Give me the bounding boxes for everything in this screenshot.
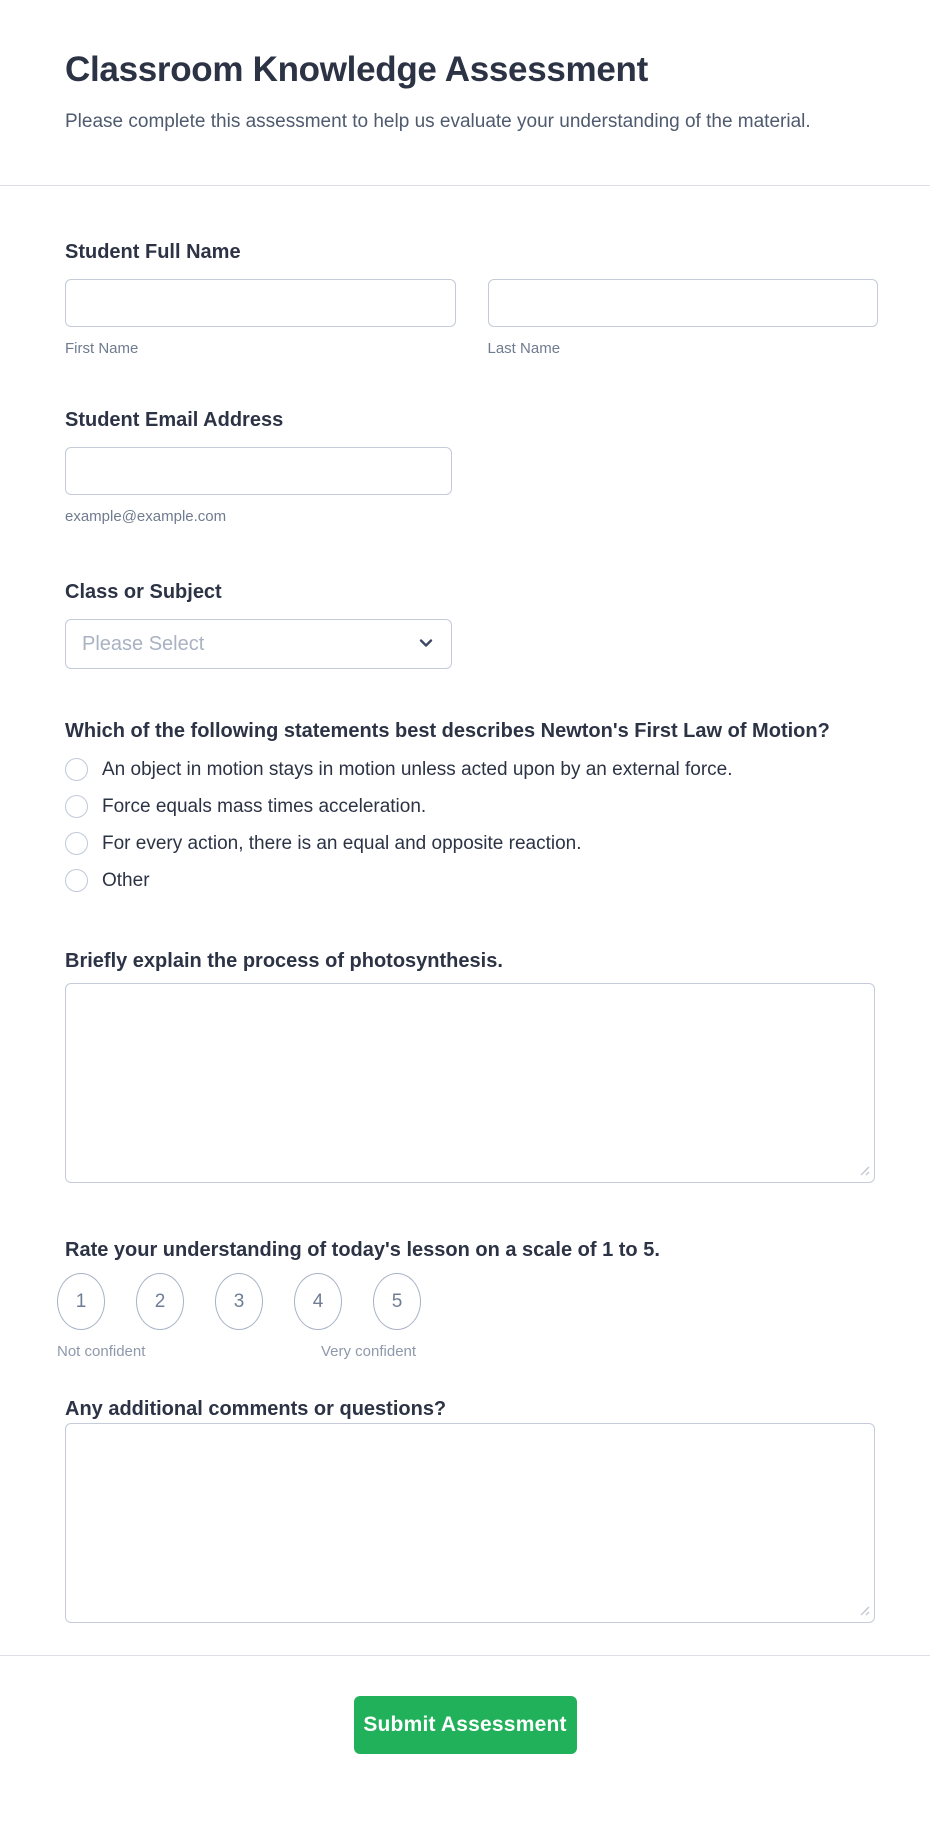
radio-option[interactable] bbox=[65, 788, 878, 825]
email-label: Student Email Address bbox=[65, 409, 284, 431]
full-name-label: Student Full Name bbox=[65, 241, 241, 263]
full-name-row bbox=[65, 279, 878, 358]
radio-option-label: An object in motion stays in motion unless acted upon by an external force. bbox=[102, 758, 733, 780]
subject-field-section bbox=[65, 580, 878, 669]
rating-field-section bbox=[57, 1238, 878, 1361]
rating-scale-number: 1 bbox=[75, 1290, 87, 1312]
header-divider bbox=[0, 185, 930, 186]
email-input[interactable] bbox=[65, 447, 452, 495]
chevron-down-icon bbox=[417, 634, 435, 657]
rating-scale-option[interactable] bbox=[215, 1273, 263, 1330]
form-header bbox=[0, 0, 930, 138]
form-body bbox=[0, 240, 930, 1623]
rating-min-label: Not confident bbox=[57, 1343, 146, 1360]
email-sublabel: example@example.com bbox=[65, 508, 227, 525]
photosynthesis-textarea[interactable] bbox=[65, 983, 875, 1183]
radio-circle-icon[interactable] bbox=[65, 795, 88, 818]
subject-select-value: Please Select bbox=[82, 632, 205, 655]
comments-textarea-wrap bbox=[65, 1423, 875, 1623]
last-name-sublabel: Last Name bbox=[487, 340, 561, 357]
subject-select[interactable] bbox=[65, 619, 452, 669]
rating-scale-option[interactable] bbox=[57, 1273, 105, 1330]
rating-scale-option[interactable] bbox=[373, 1273, 421, 1330]
newton-question-label: Which of the following statements best describes Newton's First Law of Motion? bbox=[65, 720, 830, 742]
comments-field-section bbox=[65, 1397, 878, 1623]
photosynthesis-field-section bbox=[65, 949, 878, 1183]
rating-scale-option[interactable] bbox=[294, 1273, 342, 1330]
rating-scale-option[interactable] bbox=[136, 1273, 184, 1330]
radio-circle-icon[interactable] bbox=[65, 869, 88, 892]
rating-scale-number: 2 bbox=[154, 1290, 166, 1312]
first-name-sublabel: First Name bbox=[65, 340, 139, 357]
radio-option[interactable] bbox=[65, 751, 878, 788]
first-name-col bbox=[65, 279, 456, 358]
newton-question-section bbox=[65, 719, 878, 899]
rating-question-label: Rate your understanding of today's lesson on a scale of 1 to 5. bbox=[65, 1239, 660, 1261]
comments-textarea[interactable] bbox=[65, 1423, 875, 1623]
photosynthesis-textarea-wrap bbox=[65, 983, 875, 1183]
last-name-input[interactable] bbox=[488, 279, 879, 327]
rating-scale-number: 4 bbox=[312, 1290, 324, 1312]
radio-circle-icon[interactable] bbox=[65, 758, 88, 781]
rating-scale-group bbox=[57, 1273, 878, 1330]
radio-option-label: For every action, there is an equal and opposite reaction. bbox=[102, 832, 582, 854]
radio-option-label: Other bbox=[102, 869, 150, 891]
photosynthesis-label: Briefly explain the process of photosynthesis. bbox=[65, 950, 503, 972]
radio-circle-icon[interactable] bbox=[65, 832, 88, 855]
form-subtitle: Please complete this assessment to help us evaluate your understanding of the material. bbox=[65, 111, 811, 132]
submit-button[interactable]: Submit Assessment bbox=[354, 1696, 577, 1754]
subject-label: Class or Subject bbox=[65, 581, 222, 603]
rating-scale-number: 5 bbox=[391, 1290, 403, 1312]
newton-radio-group bbox=[65, 751, 878, 899]
first-name-input[interactable] bbox=[65, 279, 456, 327]
rating-scale-labels bbox=[57, 1343, 878, 1361]
email-field-section bbox=[65, 408, 878, 526]
rating-max-label: Very confident bbox=[321, 1343, 417, 1360]
form-footer bbox=[0, 1656, 930, 1802]
radio-option[interactable] bbox=[65, 825, 878, 862]
full-name-field bbox=[65, 240, 878, 358]
rating-scale-number: 3 bbox=[233, 1290, 245, 1312]
radio-option[interactable] bbox=[65, 862, 878, 899]
last-name-col bbox=[488, 279, 879, 358]
comments-label: Any additional comments or questions? bbox=[65, 1398, 447, 1420]
form-title: Classroom Knowledge Assessment bbox=[65, 50, 648, 89]
radio-option-label: Force equals mass times acceleration. bbox=[102, 795, 427, 817]
